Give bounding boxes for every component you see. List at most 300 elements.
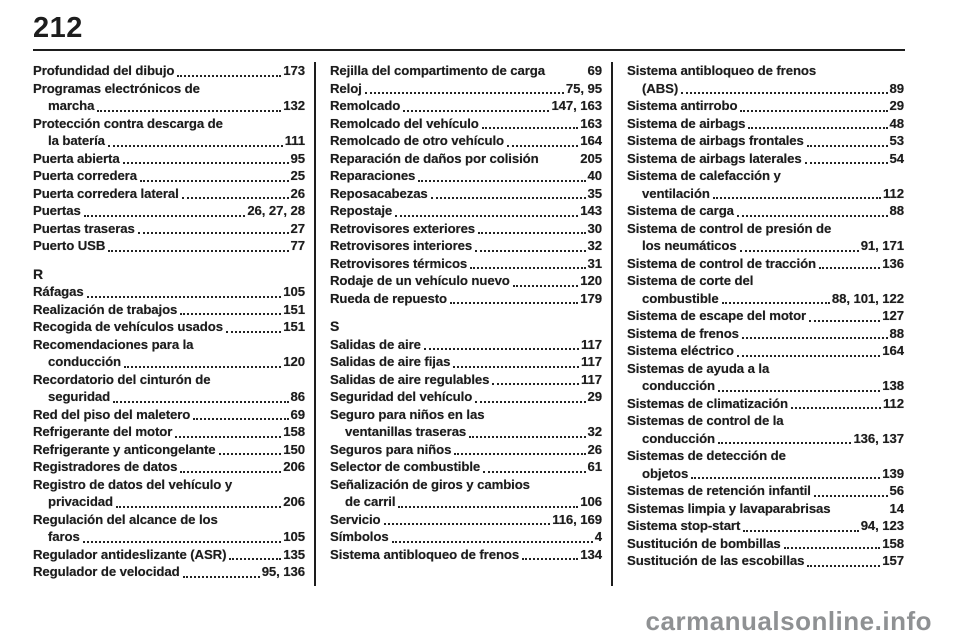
entry-label: Regulación del alcance de los <box>33 511 218 527</box>
entry-label: Protección contra descarga de <box>33 115 223 131</box>
index-entry <box>627 430 904 448</box>
entry-pages: 95 <box>290 150 305 166</box>
index-entry <box>33 511 305 529</box>
entry-pages: 117 <box>581 354 602 369</box>
leader-dots <box>116 506 281 508</box>
index-entry <box>627 115 904 133</box>
index-entry <box>627 552 904 570</box>
entry-pages: 163 <box>580 115 602 131</box>
entry-pages: 30 <box>587 220 602 236</box>
index-entry <box>330 150 602 168</box>
index-entry <box>330 371 602 389</box>
leader-dots <box>431 197 586 199</box>
index-entry <box>627 167 904 185</box>
entry-label: Sistemas de climatización <box>627 395 788 411</box>
entry-label: Sistemas de control de la <box>627 413 784 428</box>
watermark-text: carmanualsonline.info <box>645 606 932 636</box>
entry-pages: 77 <box>290 238 305 253</box>
index-entry <box>627 360 904 378</box>
index-entry <box>33 202 305 220</box>
leader-dots <box>809 320 880 322</box>
leader-dots <box>175 436 281 438</box>
entry-label: Sistema antibloqueo de frenos <box>330 546 520 562</box>
entry-pages: 75, 95 <box>565 80 602 96</box>
entry-label: Puertas <box>33 203 81 218</box>
index-entry <box>627 465 904 483</box>
index-entry <box>33 371 305 389</box>
leader-dots <box>365 92 564 94</box>
leader-dots <box>424 348 579 350</box>
index-entry <box>33 97 305 115</box>
entry-pages: 35 <box>587 185 602 201</box>
entry-label: combustible <box>642 290 719 306</box>
index-entry <box>627 325 904 343</box>
entry-label: Sistema antibloqueo de frenos <box>627 63 817 78</box>
entry-pages: 54 <box>889 150 904 166</box>
leader-dots <box>743 530 858 532</box>
entry-pages: 91, 171 <box>860 238 904 253</box>
index-entry <box>330 441 602 459</box>
entry-label: Sistema de airbags <box>627 115 746 131</box>
entry-pages: 134 <box>580 546 602 562</box>
leader-dots <box>183 576 260 578</box>
index-entry <box>33 493 305 511</box>
index-entry <box>330 255 602 273</box>
entry-label: Salidas de aire <box>330 336 421 352</box>
index-entry <box>627 535 904 553</box>
entry-pages: 69 <box>587 63 602 78</box>
leader-dots <box>737 215 888 217</box>
entry-pages: 105 <box>283 529 305 544</box>
entry-pages: 88, 101, 122 <box>831 290 904 306</box>
index-entry <box>627 395 904 413</box>
entry-pages: 48 <box>889 115 904 131</box>
entry-label: Sistema de control de tracción <box>627 255 817 271</box>
entry-pages: 26 <box>290 185 305 201</box>
entry-pages: 157 <box>882 553 904 568</box>
entry-label: Sistema antirrobo <box>627 98 738 113</box>
leader-dots <box>84 215 246 217</box>
index-entry <box>33 388 305 406</box>
page-number: 212 <box>33 12 83 44</box>
entry-label: Sistema de airbags frontales <box>627 133 804 148</box>
entry-pages: 29 <box>889 98 904 113</box>
index-entry <box>627 237 904 255</box>
leader-dots <box>475 250 585 252</box>
entry-pages: 27 <box>290 220 305 236</box>
leader-dots <box>123 162 289 164</box>
entry-label: Refrigerante del motor <box>33 424 173 439</box>
index-entry <box>330 406 602 424</box>
leader-dots <box>748 127 887 129</box>
index-entry <box>627 97 904 115</box>
leader-dots <box>226 331 281 333</box>
entry-pages: 95, 136 <box>261 564 305 579</box>
index-entry <box>33 528 305 546</box>
entry-label: de carril <box>345 494 396 509</box>
index-entry <box>330 80 602 98</box>
leader-dots <box>740 110 887 112</box>
entry-pages: 29 <box>587 389 602 404</box>
leader-dots <box>482 127 579 129</box>
entry-pages: 31 <box>587 255 602 271</box>
index-entry <box>330 493 602 511</box>
leader-dots <box>483 471 585 473</box>
entry-pages: 4 <box>594 529 602 544</box>
entry-label: objetos <box>642 465 689 481</box>
index-column-3 <box>627 62 904 570</box>
entry-label: Sistema de calefacción y <box>627 168 781 183</box>
entry-label: Salidas de aire regulables <box>330 371 490 387</box>
index-entry <box>627 272 904 290</box>
entry-pages: 14 <box>889 500 904 516</box>
leader-dots <box>522 558 578 560</box>
entry-label: Retrovisores exteriores <box>330 220 476 236</box>
entry-label: Sistemas de ayuda a la <box>627 360 770 376</box>
entry-pages: 112 <box>883 185 904 201</box>
index-entry <box>33 476 305 494</box>
leader-dots <box>182 197 289 199</box>
entry-label: Programas electrónicos de <box>33 80 200 96</box>
index-entry <box>33 167 305 185</box>
entry-label: Sustitución de las escobillas <box>627 553 805 568</box>
entry-label: Recogida de vehículos usados <box>33 319 223 334</box>
index-entry <box>627 202 904 220</box>
entry-label: Sistema de escape del motor <box>627 308 807 323</box>
index-entry <box>330 272 602 290</box>
entry-pages: 143 <box>580 203 602 218</box>
index-entry <box>330 458 602 476</box>
index-entry <box>627 447 904 465</box>
entry-label: Sistemas de detección de <box>627 448 786 463</box>
leader-dots <box>681 92 887 94</box>
entry-label: Reposacabezas <box>330 185 428 201</box>
leader-dots <box>392 541 593 543</box>
entry-pages: 61 <box>587 459 602 474</box>
entry-label: Rejilla del compartimento de carga <box>330 63 545 78</box>
leader-dots <box>469 436 585 438</box>
entry-label: ventanillas traseras <box>345 424 467 439</box>
index-entry <box>627 412 904 430</box>
index-entry <box>33 441 305 459</box>
entry-pages: 116, 169 <box>552 511 602 527</box>
entry-label: Registro de datos del vehículo y <box>33 476 233 492</box>
index-entry <box>33 563 305 581</box>
index-entry <box>330 220 602 238</box>
entry-label: Registradores de datos <box>33 459 178 474</box>
entry-label: Reparaciones <box>330 168 416 183</box>
leader-dots <box>718 442 851 444</box>
leader-dots <box>742 337 888 339</box>
entry-pages: 117 <box>581 371 602 387</box>
leader-dots <box>140 180 289 182</box>
index-entry <box>330 97 602 115</box>
index-column-2 <box>330 62 602 563</box>
leader-dots <box>398 506 578 508</box>
entry-label: Remolcado <box>330 98 401 113</box>
index-entry <box>627 185 904 203</box>
leader-dots <box>450 302 578 304</box>
index-entry <box>33 546 305 564</box>
leader-dots <box>814 495 888 497</box>
entry-pages: 136 <box>882 255 904 271</box>
leader-dots <box>83 541 282 543</box>
entry-pages: 164 <box>882 343 904 358</box>
leader-dots <box>113 401 288 403</box>
entry-label: Rodaje de un vehículo nuevo <box>330 273 510 288</box>
leader-dots <box>737 355 881 357</box>
header-divider <box>33 49 905 51</box>
leader-dots <box>492 383 579 385</box>
entry-label: Símbolos <box>330 529 389 544</box>
entry-pages: 205 <box>580 150 602 166</box>
entry-label: conducción <box>642 378 715 393</box>
entry-pages: 136, 137 <box>853 430 904 446</box>
entry-pages: 132 <box>283 98 305 113</box>
entry-label: Reloj <box>330 80 362 96</box>
index-entry <box>330 423 602 441</box>
column-divider-2 <box>611 62 613 586</box>
entry-pages: 120 <box>283 354 305 369</box>
index-entry <box>627 377 904 395</box>
index-entry <box>330 511 602 529</box>
index-entry <box>627 342 904 360</box>
entry-label: Regulador antideslizante (ASR) <box>33 546 227 562</box>
entry-label: Repostaje <box>330 203 393 218</box>
index-entry <box>330 202 602 220</box>
leader-dots <box>470 267 585 269</box>
index-entry <box>627 482 904 500</box>
index-entry <box>33 353 305 371</box>
entry-pages: 111 <box>284 133 305 148</box>
leader-dots <box>180 471 281 473</box>
entry-pages: 94, 123 <box>860 518 904 533</box>
index-entry <box>330 290 602 308</box>
entry-pages: 164 <box>580 133 602 148</box>
entry-label: Puerto USB <box>33 238 106 253</box>
entry-pages: 117 <box>581 336 602 352</box>
entry-label: Ráfagas <box>33 284 84 299</box>
leader-dots <box>124 366 281 368</box>
entry-label: Puertas traseras <box>33 220 135 236</box>
entry-label: Seguro para niños en las <box>330 406 485 422</box>
leader-dots <box>718 390 880 392</box>
entry-label: Sistema de carga <box>627 203 734 218</box>
index-entry <box>330 167 602 185</box>
index-entry <box>330 62 602 80</box>
entry-pages: 25 <box>290 168 305 183</box>
index-entry <box>33 237 305 255</box>
index-entry <box>330 388 602 406</box>
entry-label: Reparación de daños por colisión <box>330 150 539 166</box>
entry-pages: 151 <box>283 301 305 317</box>
index-entry <box>627 220 904 238</box>
entry-label: Retrovisores interiores <box>330 238 473 253</box>
entry-label: Sistemas limpia y lavaparabrisas <box>627 500 831 516</box>
entry-label: Sistema de control de presión de <box>627 220 832 236</box>
entry-label: Remolcado de otro vehículo <box>330 133 504 148</box>
leader-dots <box>507 145 578 147</box>
index-entry <box>627 517 904 535</box>
entry-pages: 53 <box>889 133 904 148</box>
index-entry <box>627 132 904 150</box>
index-column-1 <box>33 62 305 581</box>
entry-pages: 147, 163 <box>551 98 602 113</box>
index-entry <box>627 255 904 273</box>
index-entry <box>330 132 602 150</box>
leader-dots <box>478 232 585 234</box>
entry-label: Seguridad del vehículo <box>330 389 473 404</box>
entry-label: Recomendaciones para la <box>33 336 194 352</box>
leader-dots <box>87 296 282 298</box>
index-entry <box>330 185 602 203</box>
index-entry <box>33 406 305 424</box>
entry-pages: 120 <box>580 273 602 288</box>
entry-label: Realización de trabajos <box>33 301 178 317</box>
entry-label: Sistema stop-start <box>627 518 741 533</box>
entry-label: seguridad <box>48 389 111 404</box>
leader-dots <box>722 302 830 304</box>
entry-label: marcha <box>48 98 95 113</box>
entry-label: Sustitución de bombillas <box>627 535 781 551</box>
entry-label: Recordatorio del cinturón de <box>33 371 211 387</box>
leader-dots <box>691 477 880 479</box>
entry-label: Salidas de aire fijas <box>330 354 451 369</box>
entry-pages: 206 <box>283 494 305 509</box>
leader-dots <box>475 401 585 403</box>
entry-label: (ABS) <box>642 80 679 96</box>
index-entry <box>627 150 904 168</box>
section-letter: S <box>330 318 340 334</box>
leader-dots <box>97 110 281 112</box>
index-entry <box>33 150 305 168</box>
entry-label: Puerta corredera <box>33 168 137 183</box>
leader-dots <box>819 267 880 269</box>
index-entry <box>627 62 904 80</box>
leader-dots <box>108 250 288 252</box>
index-entry <box>33 318 305 336</box>
entry-pages: 139 <box>882 465 904 481</box>
entry-pages: 158 <box>882 535 904 551</box>
leader-dots <box>713 197 881 199</box>
leader-dots <box>513 285 579 287</box>
entry-label: Refrigerante y anticongelante <box>33 441 216 457</box>
index-entry <box>33 423 305 441</box>
index-entry <box>33 336 305 354</box>
entry-pages: 89 <box>889 80 904 96</box>
entry-label: Retrovisores térmicos <box>330 255 468 271</box>
entry-pages: 151 <box>283 319 305 334</box>
entry-pages: 88 <box>889 203 904 218</box>
index-entry <box>627 500 904 518</box>
leader-dots <box>395 215 578 217</box>
entry-label: Red del piso del maletero <box>33 406 191 422</box>
leader-dots <box>219 453 282 455</box>
entry-label: los neumáticos <box>642 238 737 253</box>
entry-pages: 150 <box>283 441 305 457</box>
entry-label: Profundidad del dibujo <box>33 63 175 78</box>
index-entry <box>330 115 602 133</box>
entry-label: Servicio <box>330 511 381 527</box>
leader-dots <box>180 313 281 315</box>
entry-label: Sistema de frenos <box>627 325 739 341</box>
index-entry <box>330 528 602 546</box>
entry-label: Puerta abierta <box>33 150 120 166</box>
entry-pages: 127 <box>882 308 904 323</box>
index-entry <box>330 237 602 255</box>
leader-dots <box>403 110 549 112</box>
index-entry <box>330 546 602 564</box>
entry-label: privacidad <box>48 494 113 509</box>
entry-pages: 88 <box>889 325 904 341</box>
entry-pages: 173 <box>283 63 305 78</box>
entry-label: Seguros para niños <box>330 441 452 457</box>
entry-pages: 206 <box>283 459 305 474</box>
entry-pages: 86 <box>290 389 305 404</box>
entry-pages: 56 <box>889 483 904 498</box>
index-entry <box>33 62 305 80</box>
leader-dots <box>807 145 888 147</box>
index-entry <box>33 220 305 238</box>
entry-pages: 112 <box>883 395 904 411</box>
entry-pages: 158 <box>283 424 305 439</box>
entry-label: Señalización de giros y cambios <box>330 476 530 492</box>
leader-dots <box>805 162 888 164</box>
entry-label: Selector de combustible <box>330 459 481 474</box>
entry-pages: 32 <box>587 238 602 253</box>
leader-dots <box>108 145 283 147</box>
leader-dots <box>384 523 551 525</box>
entry-label: ventilación <box>642 185 710 201</box>
index-entry <box>33 185 305 203</box>
leader-dots <box>740 250 859 252</box>
entry-pages: 69 <box>290 406 305 422</box>
index-entry <box>330 353 602 371</box>
index-entry <box>33 283 305 301</box>
entry-label: Rueda de repuesto <box>330 290 448 306</box>
index-entry <box>330 336 602 354</box>
entry-label: Sistemas de retención infantil <box>627 483 811 498</box>
entry-label: Sistema de corte del <box>627 273 754 288</box>
leader-dots <box>229 558 281 560</box>
entry-label: Sistema de airbags laterales <box>627 150 802 166</box>
entry-pages: 26 <box>587 441 602 457</box>
index-entry <box>33 132 305 150</box>
entry-pages: 138 <box>882 378 904 393</box>
entry-label: Regulador de velocidad <box>33 564 180 579</box>
entry-label: la batería <box>48 133 105 148</box>
entry-label: Puerta corredera lateral <box>33 185 179 201</box>
entry-label: Remolcado del vehículo <box>330 115 479 131</box>
entry-pages: 26, 27, 28 <box>247 203 305 218</box>
entry-pages: 105 <box>283 284 305 299</box>
entry-pages: 179 <box>580 290 602 306</box>
entry-pages: 32 <box>587 424 602 439</box>
entry-pages: 40 <box>587 168 602 183</box>
entry-label: faros <box>48 529 80 544</box>
index-entry <box>627 307 904 325</box>
entry-pages: 106 <box>580 494 602 509</box>
entry-label: conducción <box>48 354 121 369</box>
index-entry <box>330 476 602 494</box>
index-entry <box>33 301 305 319</box>
leader-dots <box>791 407 881 409</box>
leader-dots <box>784 547 881 549</box>
index-entry <box>627 290 904 308</box>
entry-label: conducción <box>642 430 715 446</box>
leader-dots <box>177 75 281 77</box>
leader-dots <box>193 418 288 420</box>
